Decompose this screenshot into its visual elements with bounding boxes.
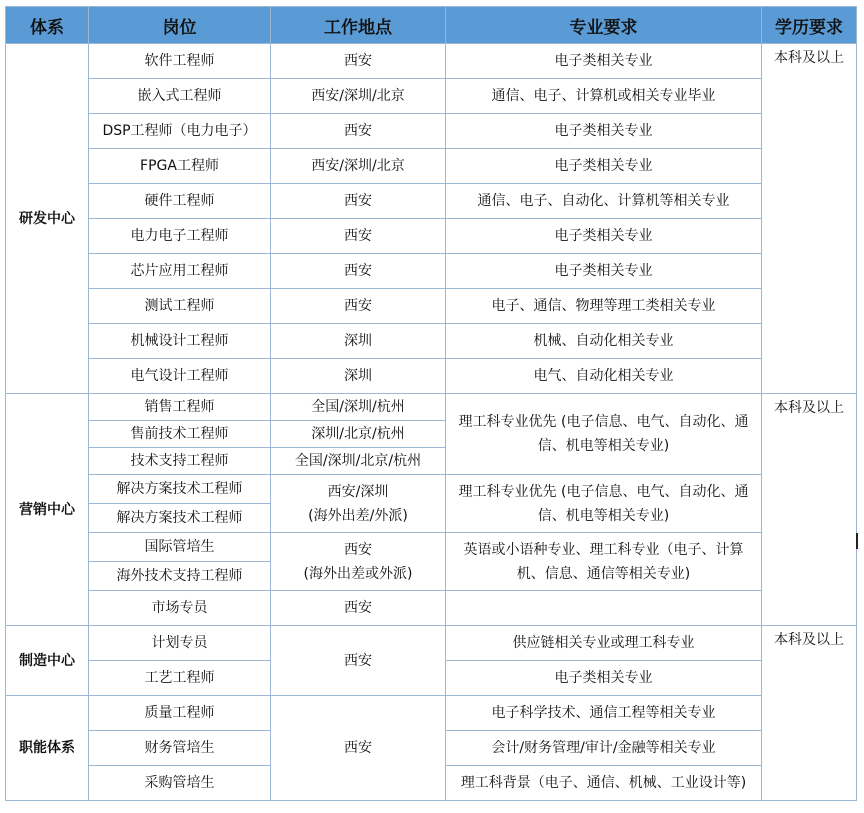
header-education: 学历要求 <box>762 7 857 44</box>
table-row <box>6 324 857 359</box>
system-mfg: 制造中心 <box>6 626 89 696</box>
post-cell: 市场专员 <box>89 591 271 626</box>
major-line: 理工科专业优先 (电子信息、电气、自动化、通 <box>458 414 749 430</box>
header-major: 专业要求 <box>446 7 762 44</box>
location-cell: 西安 <box>271 219 446 254</box>
major-cell: 电子类相关专业 <box>446 114 762 149</box>
table-row <box>6 359 857 394</box>
major-cell: 电子类相关专业 <box>446 219 762 254</box>
major-line: 理工科专业优先 (电子信息、电气、自动化、通 <box>458 483 749 500</box>
post-cell: 技术支持工程师 <box>89 448 271 475</box>
post-cell: 软件工程师 <box>89 44 271 79</box>
post-cell: DSP工程师（电力电子） <box>89 114 271 149</box>
table-row <box>6 626 857 661</box>
table-row <box>6 394 857 421</box>
major-cell: 机械、自动化相关专业 <box>446 324 762 359</box>
post-cell: 测试工程师 <box>89 289 271 324</box>
major-cell: 电气、自动化相关专业 <box>446 359 762 394</box>
header-location: 工作地点 <box>271 7 446 44</box>
major-cell: 通信、电子、自动化、计算机等相关专业 <box>446 184 762 219</box>
major-cell: 电子科学技术、通信工程等相关专业 <box>446 696 762 731</box>
major-cell: 会计/财务管理/审计/金融等相关专业 <box>446 731 762 766</box>
post-cell: 芯片应用工程师 <box>89 254 271 289</box>
table-row <box>6 289 857 324</box>
post-cell: 国际管培生 <box>89 533 271 562</box>
major-cell: 电子类相关专业 <box>446 149 762 184</box>
text-cursor <box>856 533 858 549</box>
major-cell: 电子类相关专业 <box>446 661 762 696</box>
post-cell: 计划专员 <box>89 626 271 661</box>
post-cell: 销售工程师 <box>89 394 271 421</box>
table-row <box>6 533 857 562</box>
major-cell <box>446 591 762 626</box>
location-cell: 西安 <box>271 44 446 79</box>
major-cell: 电子类相关专业 <box>446 44 762 79</box>
location-cell: 西安 <box>271 696 446 801</box>
location-cell: 西安/深圳/北京 <box>271 149 446 184</box>
major-cell: 电子类相关专业 <box>446 254 762 289</box>
post-cell: 电力电子工程师 <box>89 219 271 254</box>
major-line: 信、机电等相关专业) <box>537 438 670 454</box>
system-rd: 研发中心 <box>6 44 89 394</box>
location-line: (海外出差/外派) <box>308 507 408 524</box>
location-cell: 深圳/北京/杭州 <box>271 421 446 448</box>
post-cell: 解决方案技术工程师 <box>89 504 271 533</box>
location-cell: 深圳 <box>271 324 446 359</box>
location-cell: 西安/深圳/北京 <box>271 79 446 114</box>
major-cell <box>446 475 762 533</box>
location-cell: 西安 <box>271 289 446 324</box>
post-cell: 售前技术工程师 <box>89 421 271 448</box>
post-cell: 工艺工程师 <box>89 661 271 696</box>
education-sales: 本科及以上 <box>762 394 857 626</box>
header-row <box>6 7 857 44</box>
table-row <box>6 475 857 504</box>
table-row <box>6 254 857 289</box>
table-row <box>6 114 857 149</box>
location-cell: 西安 <box>271 114 446 149</box>
table-row <box>6 591 857 626</box>
table-row <box>6 44 857 79</box>
post-cell: 嵌入式工程师 <box>89 79 271 114</box>
post-cell: 采购管培生 <box>89 766 271 801</box>
post-cell: 海外技术支持工程师 <box>89 562 271 591</box>
location-line: (海外出差或外派) <box>303 565 413 582</box>
location-cell: 西安 <box>271 591 446 626</box>
post-cell: 硬件工程师 <box>89 184 271 219</box>
post-cell: 质量工程师 <box>89 696 271 731</box>
major-cell <box>446 533 762 591</box>
post-cell: 机械设计工程师 <box>89 324 271 359</box>
table-row <box>6 79 857 114</box>
location-cell: 西安 <box>271 626 446 696</box>
location-line: 西安/深圳 <box>327 483 389 500</box>
location-cell: 西安 <box>271 254 446 289</box>
recruitment-table <box>5 6 857 801</box>
location-cell: 全国/深圳/杭州 <box>271 394 446 421</box>
system-sales: 营销中心 <box>6 394 89 626</box>
post-cell: 财务管培生 <box>89 731 271 766</box>
major-cell: 通信、电子、计算机或相关专业毕业 <box>446 79 762 114</box>
major-line: 机、信息、通信等相关专业) <box>516 565 691 582</box>
post-cell: FPGA工程师 <box>89 149 271 184</box>
post-cell: 解决方案技术工程师 <box>89 475 271 504</box>
header-post: 岗位 <box>89 7 271 44</box>
location-cell <box>271 533 446 591</box>
system-func: 职能体系 <box>6 696 89 801</box>
table-row <box>6 696 857 731</box>
major-cell: 理工科背景（电子、通信、机械、工业设计等) <box>446 766 762 801</box>
major-cell: 供应链相关专业或理工科专业 <box>446 626 762 661</box>
education-mfg: 本科及以上 <box>762 626 857 801</box>
location-cell <box>271 475 446 533</box>
major-cell <box>446 394 762 475</box>
table-row <box>6 219 857 254</box>
location-cell: 西安 <box>271 184 446 219</box>
table-row <box>6 149 857 184</box>
table-row <box>6 184 857 219</box>
post-cell: 电气设计工程师 <box>89 359 271 394</box>
education-rd: 本科及以上 <box>762 44 857 394</box>
major-line: 信、机电等相关专业) <box>537 507 670 524</box>
location-cell: 全国/深圳/北京/杭州 <box>271 448 446 475</box>
location-line: 西安 <box>344 541 372 558</box>
location-cell: 深圳 <box>271 359 446 394</box>
header-system: 体系 <box>6 7 89 44</box>
major-line: 英语或小语种专业、理工科专业（电子、计算 <box>463 541 744 558</box>
major-cell: 电子、通信、物理等理工类相关专业 <box>446 289 762 324</box>
